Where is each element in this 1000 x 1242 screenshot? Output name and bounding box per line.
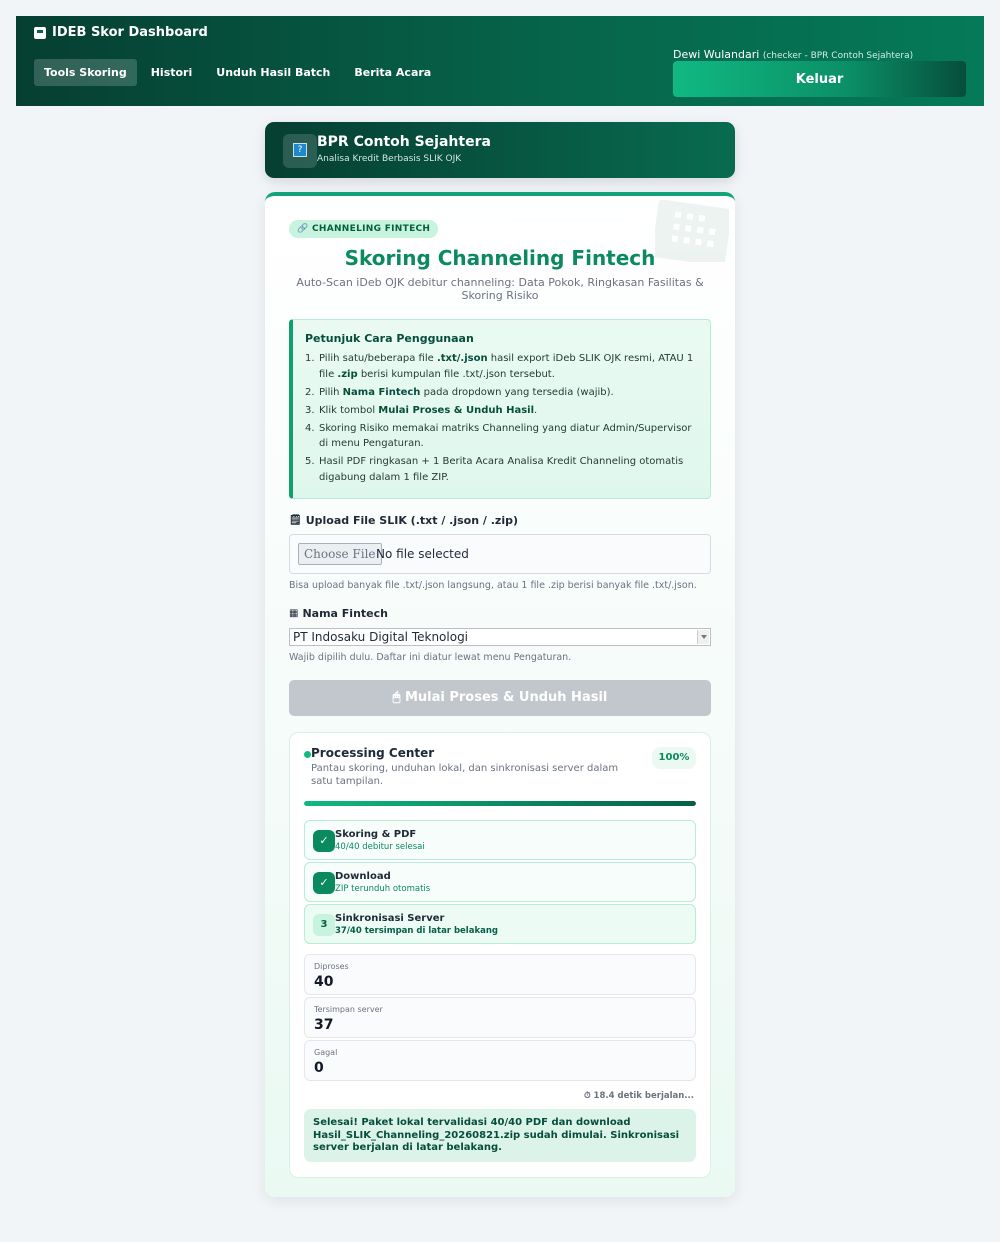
progress-fill [304,801,696,806]
stat-value: 40 [314,974,334,990]
step-sync-server [304,904,696,944]
step-title: Download [335,871,391,882]
processing-subtitle: Pantau skoring, unduhan lokal, dan sinkronisasi server dalam satu tampilan. [311,763,619,787]
step-download [304,862,696,902]
logout-button[interactable]: Keluar [673,61,966,97]
instructions-title: Petunjuk Cara Penggunaan [305,332,474,345]
status-dot-icon [304,751,311,758]
stat-label: Diproses [314,962,349,971]
stat-label: Gagal [314,1048,338,1057]
channeling-badge [289,220,438,238]
link-icon: 🔗 [297,224,309,234]
scoring-card [265,192,735,1197]
step-title: Sinkronisasi Server [335,913,445,924]
elapsed-time: ⏱ 18.4 detik berjalan... [583,1091,694,1101]
step-desc: ZIP terunduh otomatis [335,884,431,894]
org-logo [283,134,317,168]
fintech-hint: Wajib dipilih dulu. Daftar ini diatur lewat menu Pengaturan. [289,652,572,663]
start-process-button[interactable]: 🖱 Mulai Proses & Unduh Hasil [289,680,711,716]
stat-tersimpan-server [304,997,696,1038]
user-info [673,48,913,61]
file-upload-input[interactable] [289,534,711,574]
main-nav [34,59,441,86]
fintech-selected-value: PT Indosaku Digital Teknologi [293,630,469,644]
nav-berita-acara[interactable]: Berita Acara [354,66,432,79]
top-navbar [16,16,984,106]
user-name: Dewi Wulandari [673,48,760,61]
choose-file-button[interactable]: Choose File [298,543,382,565]
processing-title: Processing Center [311,746,435,760]
check-icon: ✓ [313,872,335,894]
badge-label: CHANNELING FINTECH [311,224,431,234]
pointer-icon: 🖱 [392,690,401,705]
instruction-item: 1. Pilih satu/beberapa file .txt/.json hasil export iDeb SLIK OJK resmi, ATAU 1 file .zip berisi kumpulan file .txt/.json tersebut. [305,353,694,380]
nav-unduh-hasil-batch[interactable]: Unduh Hasil Batch [216,66,331,79]
org-logo-icon: ? [293,143,307,157]
stat-gagal [304,1040,696,1081]
nav-histori[interactable]: Histori [150,66,193,79]
app-title: IDEB Skor Dashboard [52,25,208,40]
page-subtitle: Auto-Scan iDeb OJK debitur channeling: Data Pokok, Ringkasan Fasilitas & Skoring Risiko [296,276,704,302]
fintech-label: ▦ Nama Fintech [289,607,388,620]
org-header [265,122,735,178]
user-role: (checker - BPR Contoh Sejahtera) [762,51,914,61]
stopwatch-icon: ⏱ [583,1091,591,1101]
check-icon: ✓ [313,830,335,852]
stat-value: 0 [314,1060,324,1076]
instruction-item: 2. Pilih Nama Fintech pada dropdown yang tersedia (wajib). [305,386,614,398]
chevron-down-icon [697,630,709,644]
step-scoring-pdf [304,820,696,860]
instruction-item: 5. Hasil PDF ringkasan + 1 Berita Acara Analisa Kredit Channeling otomatis digabung dalam 1 file ZIP. [305,456,684,483]
app-brand[interactable] [34,25,208,40]
stat-label: Tersimpan server [314,1005,383,1014]
instruction-item: 4. Skoring Risiko memakai matriks Channeling yang diatur Admin/Supervisor di menu Pengaturan. [305,422,692,450]
org-subtitle: Analisa Kredit Berbasis SLIK OJK [317,154,462,164]
instruction-item: 3. Klik tombol Mulai Proses & Unduh Hasil. [305,404,538,416]
completion-message: Selesai! Paket lokal tervalidasi 40/40 PDF dan download Hasil_SLIK_Channeling_20260821.zip sudah dimulai. Sinkronisasi server berjalan di latar belakang. [304,1109,696,1162]
nav-tools-skoring[interactable]: Tools Skoring [34,59,137,86]
briefcase-icon [34,27,46,39]
stat-value: 37 [314,1017,334,1033]
step-number-icon: 3 [313,914,335,936]
file-status: No file selected [376,547,469,561]
stat-diproses [304,954,696,995]
upload-hint: Bisa upload banyak file .txt/.json langsung, atau 1 file .zip berisi banyak file .txt/.json. [289,580,697,591]
step-desc: 40/40 debitur selesai [335,842,425,852]
progress-percent-badge: 100% [652,747,696,769]
org-name: BPR Contoh Sejahtera [317,134,491,150]
page-title: Skoring Channeling Fintech [344,246,656,270]
processing-center [289,732,711,1178]
upload-label: 🗒 Upload File SLIK (.txt / .json / .zip) [289,514,518,527]
instructions-list [305,351,695,488]
step-title: Skoring & PDF [335,829,417,840]
progress-bar [304,801,696,806]
fintech-select[interactable] [289,628,711,646]
step-desc: 37/40 tersimpan di latar belakang [335,926,498,936]
file-icon: 🗒 [289,515,302,526]
building-icon: ▦ [289,608,299,619]
instructions-panel [289,319,711,499]
